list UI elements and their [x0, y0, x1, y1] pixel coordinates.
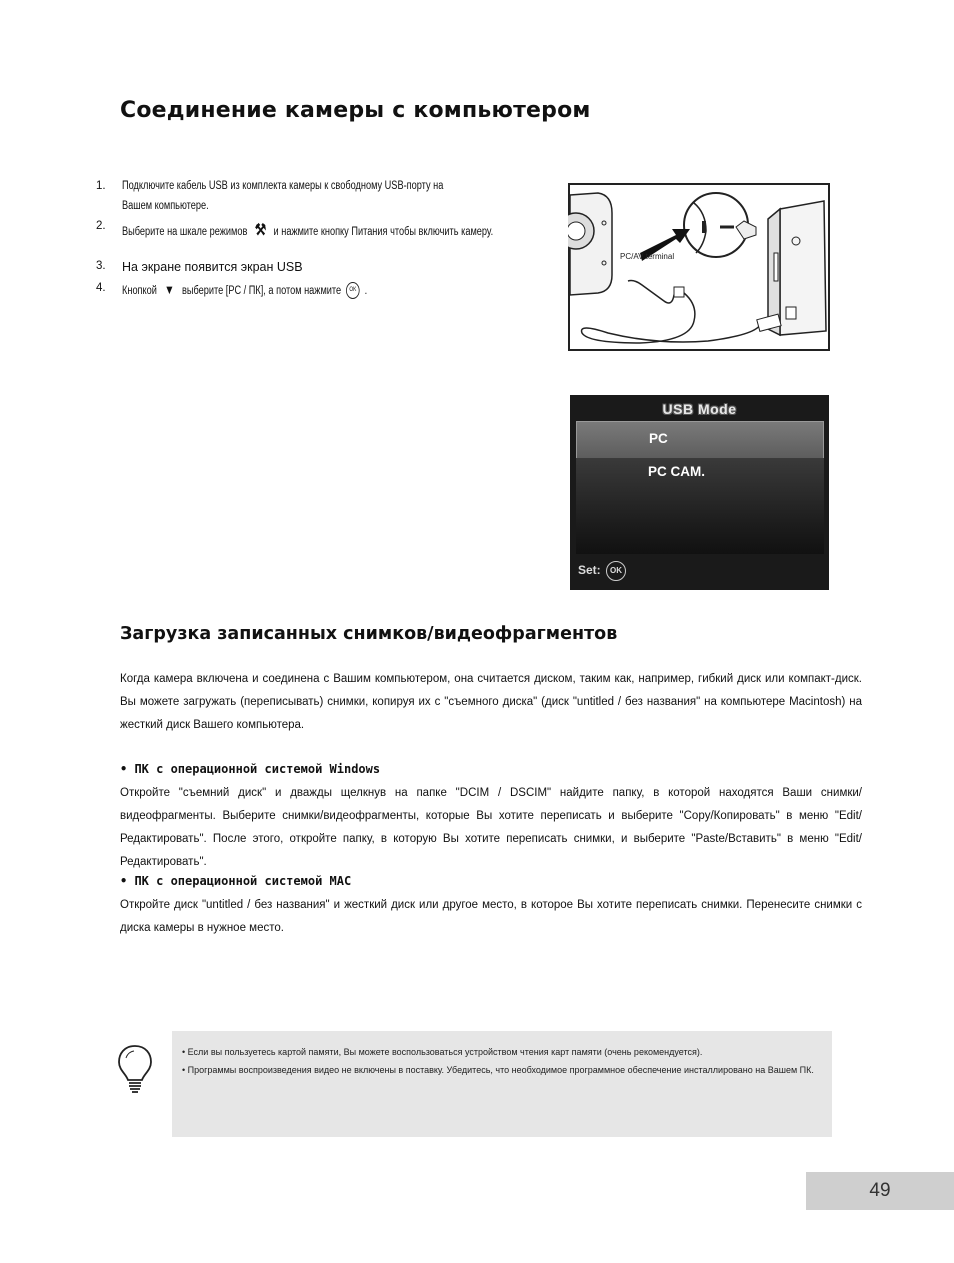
- usb-mode-title: USB Mode: [662, 401, 737, 417]
- step-text-a: Выберите на шкале режимов: [122, 226, 248, 238]
- down-arrow-icon: ▼: [164, 282, 175, 297]
- lightbulb-icon: [116, 1044, 154, 1094]
- terminal-label: PC/AV terminal: [620, 252, 675, 261]
- intro-paragraph: Когда камера включена и соединена с Вашим компьютером, она считается диском, таким как, например, гибкий диск или компакт-диск. Вы можете загружать (переписывать) снимки, копируя их с "съемного диска" (диск "untitled / без названия" на компьютере Macintosh) на жесткий диск Вашего компьютера.: [120, 673, 862, 731]
- step-text: Подключите кабель USB из комплекта камеры к свободному USB-порту на: [122, 180, 444, 192]
- ok-button-icon: OK: [346, 282, 360, 299]
- step-text-c: .: [364, 285, 368, 297]
- camera-connection-illustration: [568, 183, 830, 351]
- mac-paragraph: Откройте диск "untitled / без названия" и жесткий диск или другое место, в которое Вы хотите переписать снимки. Перенесите снимки с диска камеры в нужное место.: [120, 899, 862, 934]
- step-number: 4.: [96, 282, 106, 294]
- usb-option-pc-cam: [576, 458, 824, 554]
- mac-heading: • ПК с операционной системой MAC: [120, 874, 352, 888]
- page-number: 49: [806, 1172, 954, 1210]
- tip-line-2: • Программы воспроизведения видео не включены в поставку. Убедитесь, что необходимое программное обеспечение инсталлировано на Вашем ПК.: [182, 1065, 814, 1075]
- windows-paragraph: Откройте "съемний диск" и дважды щелкнув на папке "DCIM / DSCIM" найдите папку, в которой находятся Ваши снимки/видеофрагменты. Выберите снимки/видеофрагменты, которые Вы хотите переписать и выберите "Copy/Копировать" в меню "Edit/Редактировать". После этого, откройте папку, в которую Вы хотите переписать снимки, и выберите "Paste/Вставить" в меню "Edit/Редактировать".: [120, 787, 862, 868]
- ok-icon: OK: [606, 561, 626, 581]
- page-title: Соединение камеры с компьютером: [120, 98, 591, 123]
- step-text: На экране появится экран USB: [122, 260, 303, 274]
- setup-wrench-icon: ⚒: [254, 222, 267, 239]
- usb-mode-screen: [570, 395, 829, 590]
- step-text-a: Кнопкой: [122, 285, 157, 297]
- step-text-b: и нажмите кнопку Питания чтобы включить камеру.: [273, 226, 494, 238]
- tip-line-1: • Если вы пользуетесь картой памяти, Вы можете воспользоваться устройством чтения карт памяти (очень рекомендуется).: [182, 1047, 703, 1057]
- step-number: 2.: [96, 220, 106, 232]
- usb-option-label: PC: [649, 431, 668, 446]
- windows-heading: • ПК с операционной системой Windows: [120, 762, 381, 776]
- tip-box: [172, 1031, 832, 1137]
- usb-option-label: PC CAM.: [648, 464, 705, 479]
- step-text-b: выберите [PC / ПК], а потом нажмите: [181, 285, 342, 297]
- section-title: Загрузка записанных снимков/видеофрагментов: [120, 624, 618, 644]
- step-number: 3.: [96, 260, 106, 272]
- usb-footer: [578, 561, 626, 581]
- step-number: 1.: [96, 180, 106, 192]
- usb-option-pc: [576, 421, 824, 459]
- step-text: [122, 282, 367, 299]
- step-text-cont: Вашем компьютере.: [122, 200, 209, 212]
- step-text: [122, 220, 493, 240]
- set-label: Set:: [578, 563, 601, 578]
